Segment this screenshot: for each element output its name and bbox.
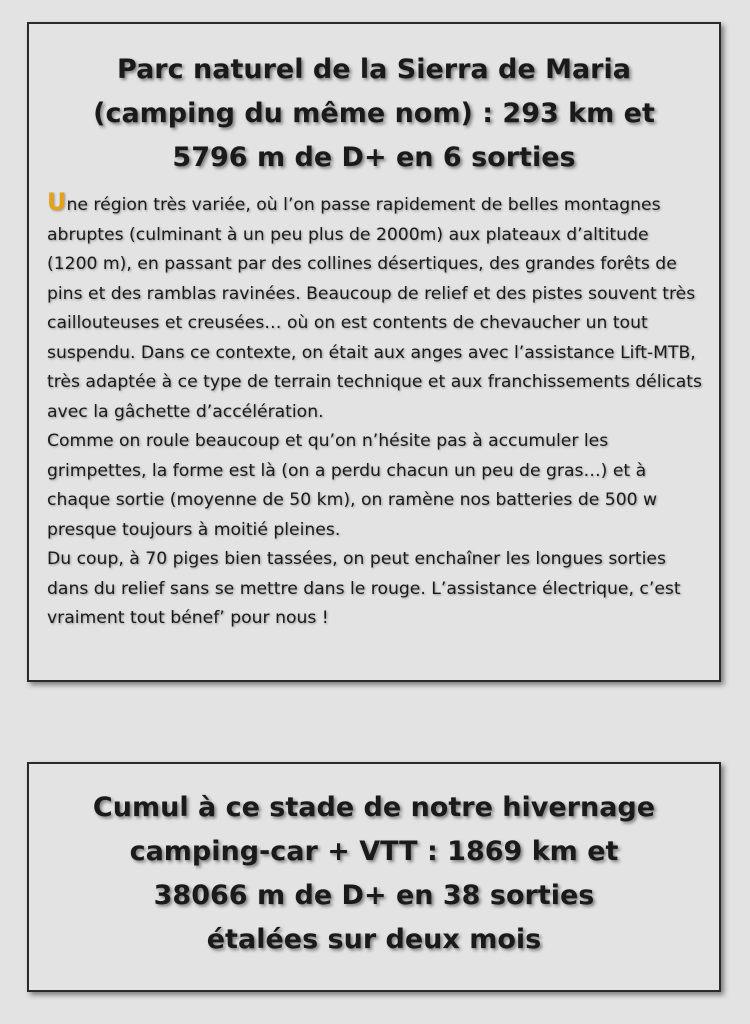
title-line: (camping du même nom) : 293 km et (93, 98, 655, 129)
title-line: camping-car + VTT : 1869 km et (129, 836, 619, 867)
title-line: Parc naturel de la Sierra de Maria (117, 54, 631, 85)
paragraph: Du coup, à 70 piges bien tassées, on peut enchaîner les longues sorties dans du relief sans se mettre dans le rouge. L’assistance électrique, c’est vraiment tout bénef’ pour nous ! (47, 549, 681, 628)
section-title (29, 24, 719, 180)
paragraph-text: ne région très variée, où l’on passe rapidement de belles montagnes abruptes (culminant à un peu plus de 2000m) aux plateaux d’altitude (1200 m), en passant par des collines désertiques, des grandes forêts de pins et des ramblas ravinées. Beaucoup de relief et des pistes souvent très caillouteuses et creusées… où on est contents de chevaucher un tout suspendu. Dans ce contexte, on était aux anges avec l’assistance Lift-MTB, très adaptée à ce type de terrain technique et aux franchissements délicats avec la gâchette d’accélération. (47, 195, 702, 422)
title-line: 38066 m de D+ en 38 sorties (153, 880, 595, 911)
title-line: Cumul à ce stade de notre hivernage (92, 792, 656, 823)
title-line: étalées sur deux mois (206, 924, 542, 955)
paragraph (47, 190, 703, 427)
drop-cap-letter: U (47, 188, 67, 216)
paragraph: Comme on roule beaucoup et qu’on n’hésite pas à accumuler les grimpettes, la forme est là (on a perdu chacun un peu de gras…) et à chaque sortie (moyenne de 50 km), on ramène nos batteries de 500 w presque toujours à moitié pleines. (47, 431, 658, 540)
info-box-sierra-de-maria (27, 22, 721, 682)
title-line: 5796 m de D+ en 6 sorties (172, 142, 576, 173)
summary-title (29, 764, 719, 962)
summary-box-cumul (27, 762, 721, 992)
section-body (47, 190, 703, 634)
